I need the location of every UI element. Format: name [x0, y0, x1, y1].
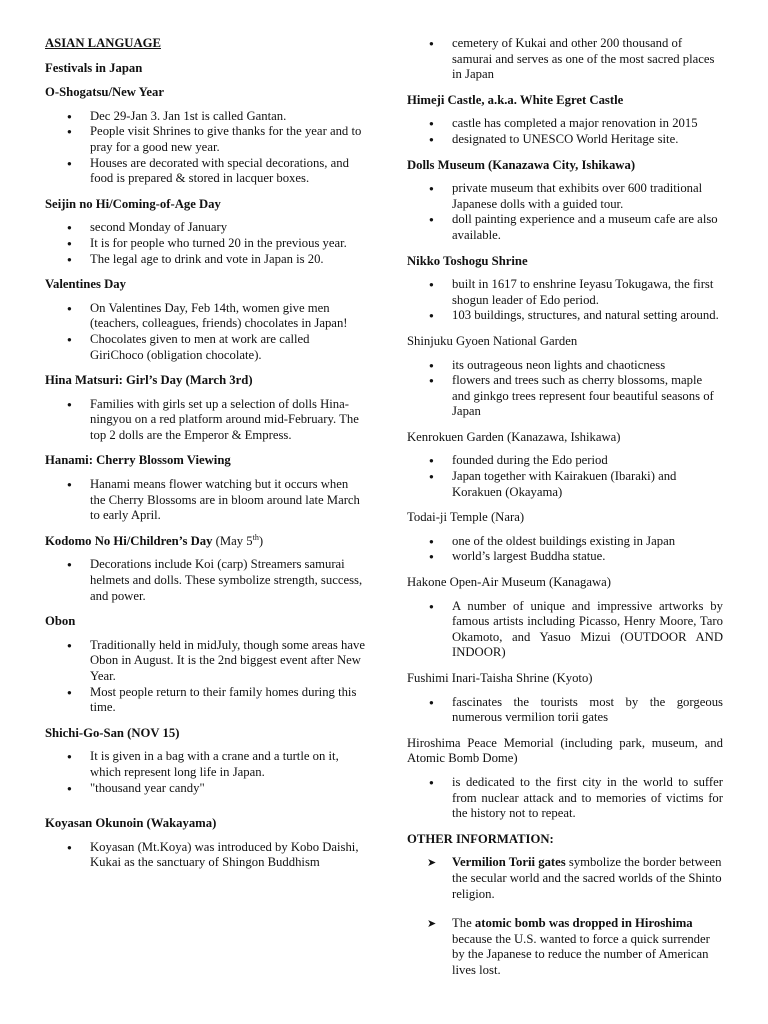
list-item	[407, 855, 723, 902]
section-title-kenrokuen: Kenrokuen Garden (Kanazawa, Ishikawa)	[407, 429, 621, 444]
item-bold: Vermilion Torii gates	[452, 855, 566, 870]
list-item: ● private museum that exhibits over 600 traditional Japanese dolls with a guided tour.	[407, 181, 723, 212]
section-title-bold: Kodomo No Hi/Children’s Day	[45, 533, 213, 548]
list-item: ● cemetery of Kukai and other 200 thousand of samurai and serves as one of the most sacred places in Japan	[407, 36, 723, 83]
section-title-dolls-museum: Dolls Museum (Kanazawa City, Ishikawa)	[407, 157, 636, 172]
list-item: ● "thousand year candy"	[45, 781, 365, 797]
list-item: ● Hanami means flower watching but it occurs when the Cherry Blossoms are in bloom around late March to early April.	[45, 477, 365, 524]
bullet-list	[45, 109, 365, 187]
section-title-childrens-day	[45, 534, 365, 550]
list-item: ● doll painting experience and a museum cafe are also available.	[407, 212, 723, 243]
section-title-nikko: Nikko Toshogu Shrine	[407, 253, 528, 268]
list-item: ● 103 buildings, structures, and natural setting around.	[407, 308, 723, 324]
item-text: symbolize the border between the secular world and the sacred worlds of the Shinto religion.	[452, 855, 722, 901]
list-item: ● founded during the Edo period	[407, 453, 723, 469]
list-item: ● Japan together with Kairakuen (Ibaraki) and Korakuen (Okayama)	[407, 469, 723, 500]
bullet-list	[45, 477, 365, 524]
bullet-list	[407, 453, 723, 500]
right-column	[407, 36, 723, 993]
bullet-list	[407, 599, 723, 661]
list-item: ● is dedicated to the first city in the world to suffer from nuclear attack and to memories of victims for the history not to repeat.	[407, 775, 723, 822]
list-item: ● The legal age to drink and vote in Japan is 20.	[45, 252, 365, 268]
list-item: ● On Valentines Day, Feb 14th, women give men (teachers, colleagues, friends) chocolates in Japan!	[45, 301, 365, 332]
document-subtitle: Festivals in Japan	[45, 60, 143, 75]
section-title-hanami: Hanami: Cherry Blossom Viewing	[45, 453, 231, 468]
bullet-list	[45, 638, 365, 716]
arrow-bullet-icon: ➤	[427, 917, 437, 931]
section-title-shinjuku-gyoen: Shinjuku Gyoen National Garden	[407, 333, 578, 348]
list-item: ● fascinates the tourists most by the gorgeous numerous vermilion torii gates	[407, 695, 723, 726]
bullet-list	[407, 36, 723, 83]
list-item: ● Koyasan (Mt.Koya) was introduced by Kobo Daishi, Kukai as the sanctuary of Shingon Buddhism	[45, 840, 365, 871]
section-title-hiroshima: Hiroshima Peace Memorial (including park, museum, and Atomic Bomb Dome)	[407, 735, 723, 766]
bullet-list	[45, 220, 365, 267]
bullet-list	[45, 749, 365, 796]
list-item: ● one of the oldest buildings existing in Japan	[407, 534, 723, 550]
list-item: ● It is for people who turned 20 in the previous year.	[45, 236, 365, 252]
list-item: ● Dec 29-Jan 3. Jan 1st is called Gantan.	[45, 109, 365, 125]
list-item: ● second Monday of January	[45, 220, 365, 236]
spacer	[45, 806, 365, 816]
section-title-new-year: O-Shogatsu/New Year	[45, 85, 164, 100]
bullet-list	[407, 775, 723, 822]
bullet-list	[407, 181, 723, 243]
bullet-list	[45, 397, 365, 444]
list-item: ● castle has completed a major renovation in 2015	[407, 116, 723, 132]
section-title-koyasan: Koyasan Okunoin (Wakayama)	[45, 816, 217, 831]
document-title: ASIAN LANGUAGE	[45, 36, 161, 50]
list-item: ● A number of unique and impressive artworks by famous artists including Picasso, Henry Moore, Taro Okamoto, and Yasuo Mizui (OUTDOOR AND INDOOR)	[407, 599, 723, 661]
section-title-coming-of-age: Seijin no Hi/Coming-of-Age Day	[45, 196, 221, 211]
section-title-valentines: Valentines Day	[45, 277, 126, 292]
section-title-himeji: Himeji Castle, a.k.a. White Egret Castle	[407, 92, 624, 107]
section-title-sup: th	[252, 532, 259, 542]
section-title-shichi-go-san: Shichi-Go-San (NOV 15)	[45, 725, 180, 740]
list-item: ● Decorations include Koi (carp) Streamers samurai helmets and dolls. These symbolize strength, success, and power.	[45, 557, 365, 604]
list-item: ● built in 1617 to enshrine Ieyasu Tokugawa, the first shogun leader of Edo period.	[407, 277, 723, 308]
list-item: ● designated to UNESCO World Heritage site.	[407, 132, 723, 148]
section-title-hina-matsuri: Hina Matsuri: Girl’s Day (March 3rd)	[45, 373, 253, 388]
bullet-list	[407, 695, 723, 726]
list-item: ● Families with girls set up a selection of dolls Hina-ningyou on a red platform around mid-February. The top 2 dolls are the Emperor & Empress.	[45, 397, 365, 444]
list-item: ● world’s largest Buddha statue.	[407, 549, 723, 565]
list-item: ● People visit Shrines to give thanks for the year and to pray for a good new year.	[45, 124, 365, 155]
section-title-hakone: Hakone Open-Air Museum (Kanagawa)	[407, 575, 611, 590]
bullet-list	[407, 116, 723, 147]
section-title-date: (May 5	[212, 533, 253, 548]
list-item: ● Traditionally held in midJuly, though some areas have Obon in August. It is the 2nd biggest event after New Year.	[45, 638, 365, 685]
item-prefix: The	[452, 916, 475, 931]
bullet-list	[407, 277, 723, 324]
section-title-fushimi-inari: Fushimi Inari-Taisha Shrine (Kyoto)	[407, 671, 593, 685]
bullet-list	[407, 534, 723, 565]
list-item: ● its outrageous neon lights and chaoticness	[407, 358, 723, 374]
arrow-bullet-icon: ➤	[427, 856, 437, 870]
bullet-list	[407, 358, 723, 420]
item-bold: atomic bomb was dropped in Hiroshima	[474, 916, 693, 931]
list-item: ● It is given in a bag with a crane and a turtle on it, which represent long life in Japan.	[45, 749, 365, 780]
arrow-list	[407, 855, 723, 978]
bullet-list	[45, 557, 365, 604]
other-information-title: OTHER INFORMATION:	[407, 831, 554, 846]
section-title-todai-ji: Todai-ji Temple (Nara)	[407, 510, 525, 525]
list-item: ● flowers and trees such as cherry blossoms, maple and ginkgo trees represent four beautiful seasons of Japan	[407, 373, 723, 420]
item-text: because the U.S. wanted to force a quick surrender by the Japanese to reduce the number of American lives lost.	[452, 931, 710, 977]
bullet-list	[45, 301, 365, 363]
left-column	[45, 36, 365, 881]
bullet-list	[45, 840, 365, 871]
list-item: ● Chocolates given to men at work are called GiriChoco (obligation chocolate).	[45, 332, 365, 363]
list-item: ● Most people return to their family homes during this time.	[45, 685, 365, 716]
section-title-end: )	[258, 533, 264, 548]
section-title-obon: Obon	[45, 614, 76, 629]
list-item: ● Houses are decorated with special decorations, and food is prepared & stored in lacquer boxes.	[45, 156, 365, 187]
list-item	[407, 916, 723, 978]
